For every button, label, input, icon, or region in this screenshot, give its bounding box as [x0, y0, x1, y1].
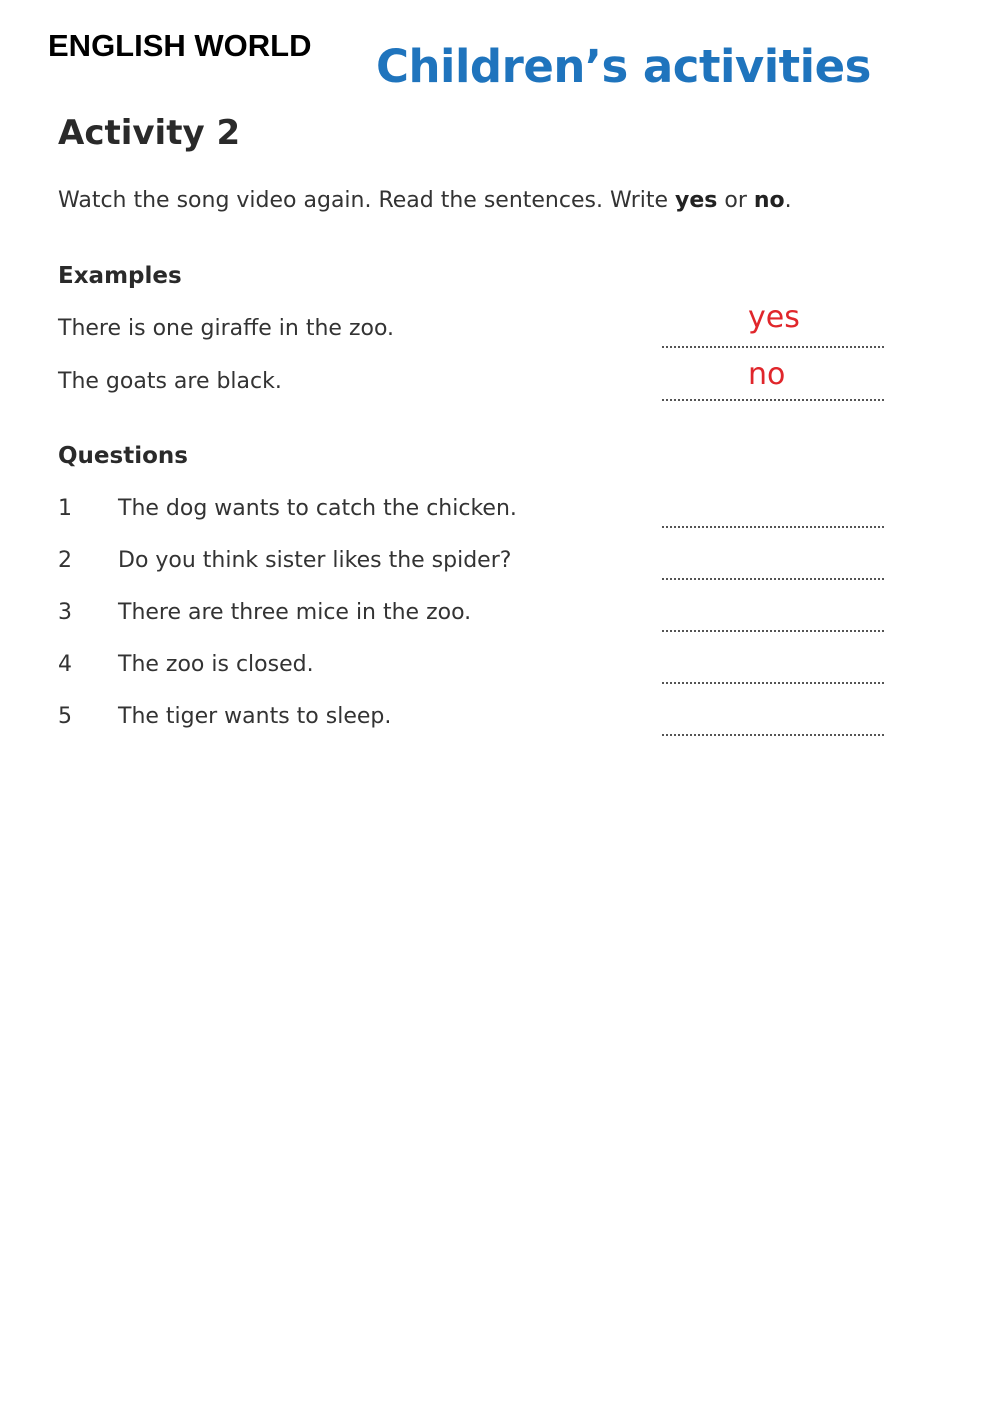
brand-label: ENGLISH WORLD [48, 28, 312, 63]
question-row [58, 704, 884, 738]
answer-blank[interactable] [662, 548, 884, 580]
page-title: Children’s activities [376, 40, 871, 93]
example-answer: no [748, 357, 786, 392]
question-row [58, 600, 884, 634]
question-sentence: The zoo is closed. [118, 652, 314, 677]
question-sentence: The dog wants to catch the chicken. [118, 496, 517, 521]
answer-blank[interactable] [662, 704, 884, 736]
example-sentence: The goats are black. [58, 369, 282, 394]
question-row [58, 548, 884, 582]
instruction-yes: yes [675, 188, 718, 213]
question-number: 5 [58, 704, 72, 729]
question-number: 1 [58, 496, 72, 521]
instruction-part: or [717, 188, 754, 213]
instruction-text [58, 188, 792, 213]
example-answer: yes [748, 300, 800, 335]
question-row [58, 652, 884, 686]
answer-blank[interactable] [662, 652, 884, 684]
question-sentence: There are three mice in the zoo. [118, 600, 472, 625]
instruction-part: . [784, 188, 792, 213]
examples-heading: Examples [58, 263, 182, 289]
answer-blank[interactable] [662, 600, 884, 632]
question-sentence: Do you think sister likes the spider? [118, 548, 512, 573]
instruction-no: no [753, 188, 785, 213]
example-sentence: There is one giraffe in the zoo. [58, 316, 395, 341]
activity-title: Activity 2 [58, 113, 241, 153]
question-number: 4 [58, 652, 72, 677]
example-row [58, 300, 884, 350]
example-row [58, 357, 884, 403]
question-number: 2 [58, 548, 72, 573]
question-sentence: The tiger wants to sleep. [118, 704, 392, 729]
questions-heading: Questions [58, 443, 188, 469]
answer-blank[interactable] [662, 496, 884, 528]
question-number: 3 [58, 600, 72, 625]
question-row [58, 496, 884, 530]
instruction-part: Watch the song video again. Read the sentences. Write [58, 188, 676, 213]
